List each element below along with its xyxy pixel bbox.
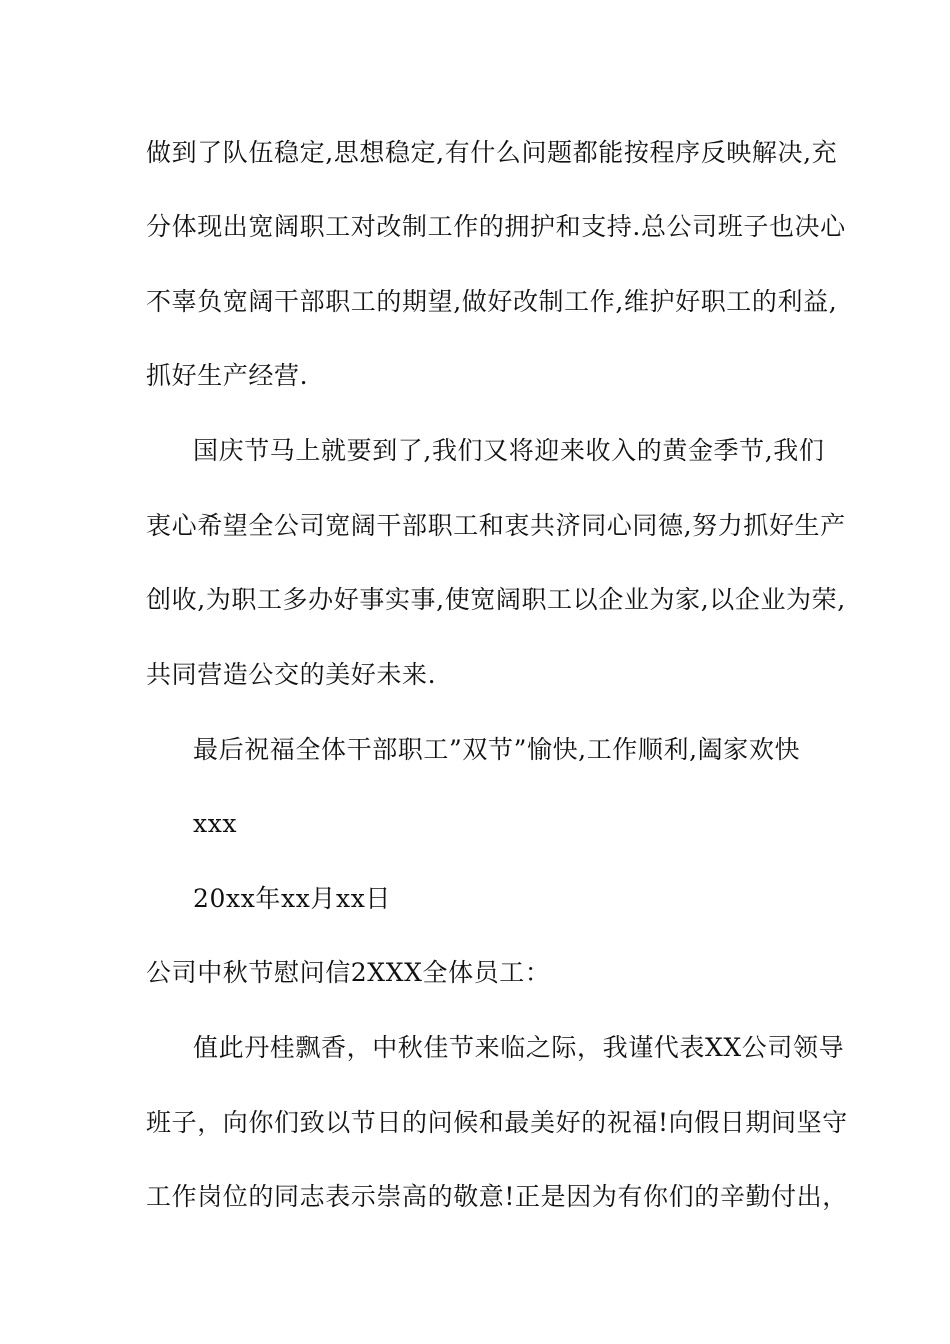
paragraph-line: 做到了队伍稳定,思想稳定,有什么问题都能按程序反映解决,充 xyxy=(146,138,838,167)
closing-wish: 最后祝福全体干部职工”双节”愉快,工作顺利,阖家欢快 xyxy=(193,735,801,764)
paragraph-line: 分体现出宽阔职工对改制工作的拥护和支持.总公司班子也决心 xyxy=(146,212,846,241)
paragraph-line: 抓好生产经营. xyxy=(146,361,309,390)
paragraph-line: 班子，向你们致以节日的问候和最美好的祝福!向假日期间坚守 xyxy=(146,1108,848,1137)
letter-heading: 公司中秋节慰问信2XXX全体员工： xyxy=(146,958,551,987)
paragraph-line: 值此丹桂飘香，中秋佳节来临之际，我谨代表XX公司领导 xyxy=(193,1033,845,1062)
paragraph-line: 不辜负宽阔干部职工的期望,做好改制工作,维护好职工的利益, xyxy=(146,287,838,316)
paragraph-line: 国庆节马上就要到了,我们又将迎来收入的黄金季节,我们 xyxy=(193,436,825,465)
paragraph-line: 工作岗位的同志表示崇高的敬意!正是因为有你们的辛勤付出， xyxy=(146,1182,848,1211)
paragraph-line: 衷心希望全公司宽阔干部职工和衷共济同心同德,努力抓好生产 xyxy=(146,511,846,540)
paragraph-line: 创收,为职工多办好事实事,使宽阔职工以企业为家,以企业为荣, xyxy=(146,585,846,614)
paragraph-line: 共同营造公交的美好未来. xyxy=(146,660,437,689)
signature-name: xxx xyxy=(193,809,238,838)
signature-date: 20xx年xx月xx日 xyxy=(193,884,392,913)
